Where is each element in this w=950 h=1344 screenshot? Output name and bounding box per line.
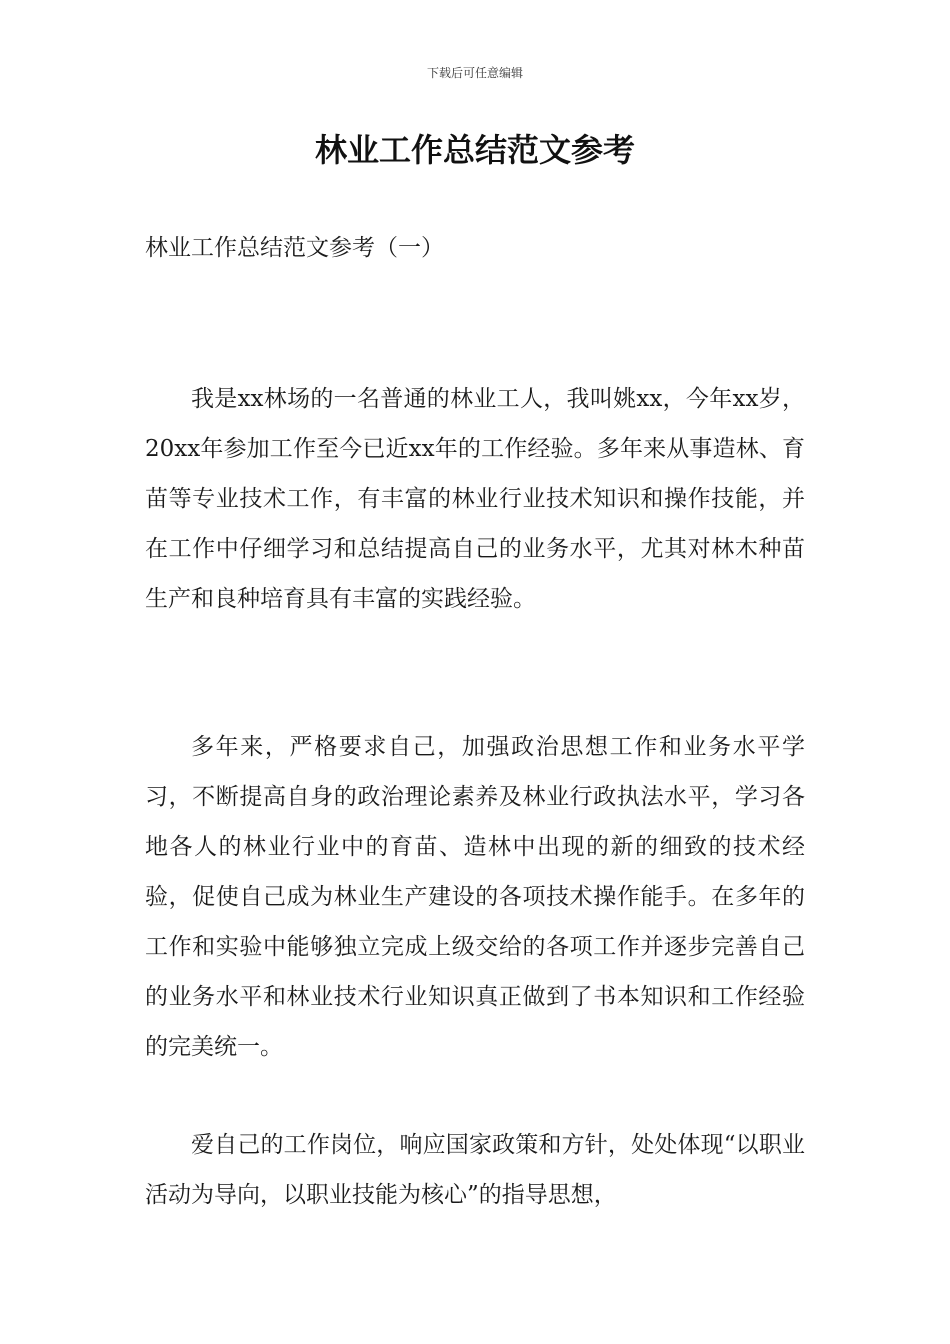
paragraph-3-container — [145, 1120, 805, 1220]
paragraph-2: 多年来，严格要求自己，加强政治思想工作和业务水平学习，不断提高自身的政治理论素养及林业行政执法水平，学习各地各人的林业行业中的育苗、造林中出现的新的细致的技术经验，促使自己成为林业生产建设的各项技术操作能手。在多年的工作和实验中能够独立完成上级交给的各项工作并逐步完善自己的业务水平和林业技术行业知识真正做到了书本知识和工作经验的完美统一。 — [145, 734, 805, 1060]
paragraph-1: 我是xx林场的一名普通的林业工人，我叫姚xx，今年xx岁，20xx年参加工作至今已近xx年的工作经验。多年来从事造林、育苗等专业技术工作，有丰富的林业行业技术知识和操作技能，并在工作中仔细学习和总结提高自己的业务水平，尤其对林木种苗生产和良种培育具有丰富的实践经验。 — [145, 386, 805, 612]
section-heading: 林业工作总结范文参考（一） — [145, 235, 444, 261]
paragraph-2-container — [145, 722, 805, 1072]
header-note: 下载后可任意编辑 — [426, 66, 523, 80]
paragraph-1-container — [145, 374, 805, 624]
paragraph-3: 爱自己的工作岗位，响应国家政策和方针，处处体现“以职业活动为导向，以职业技能为核心”的指导思想， — [145, 1132, 805, 1208]
document-title: 林业工作总结范文参考 — [314, 131, 635, 169]
